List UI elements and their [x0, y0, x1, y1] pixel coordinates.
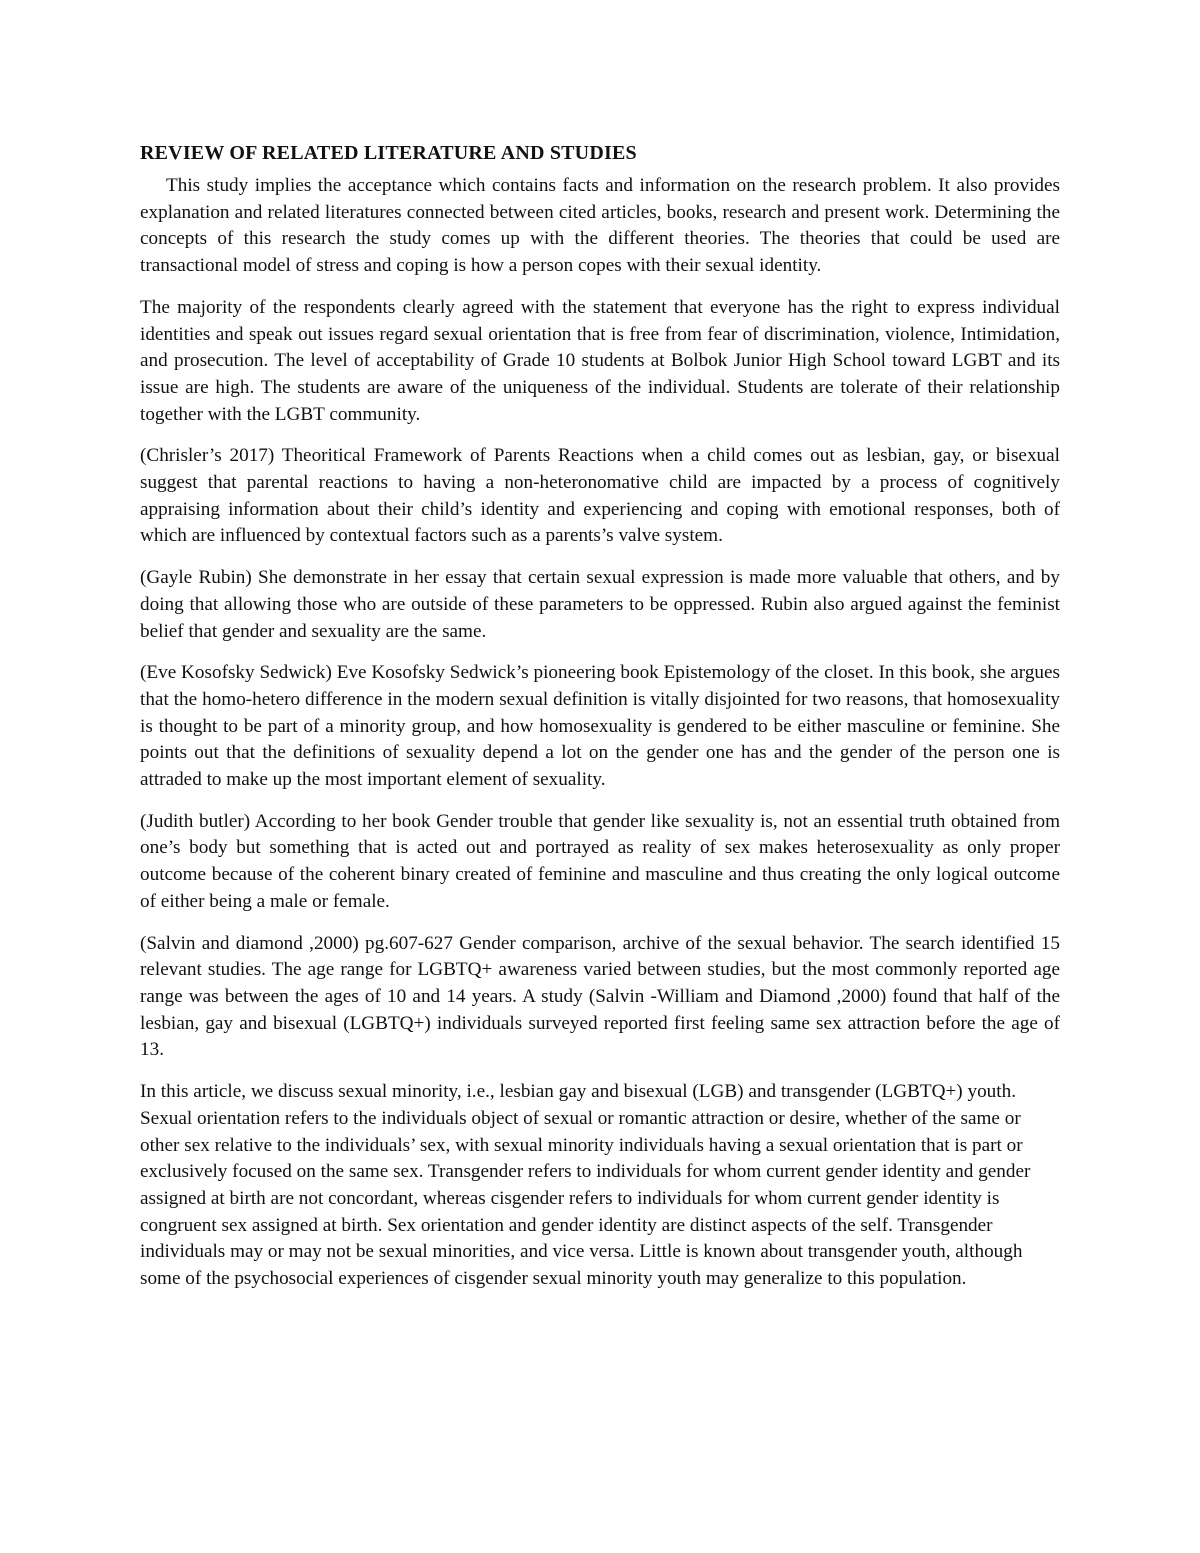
paragraph-sedwick: (Eve Kosofsky Sedwick) Eve Kosofsky Sedwick’s pioneering book Epistemology of the closet. In this book, she argues that the homo-hetero difference in the modern sexual definition is vitally disjointed for two reasons, that homosexuality is thought to be part of a minority group, and how homosexuality is gendered to be either masculine or feminine. She points out that the definitions of sexuality depend a lot on the gender one has and the gender of the person one is attraded to make up the most important element of sexuality.	[140, 662, 1060, 791]
paragraph-salvin-diamond: (Salvin and diamond ,2000) pg.607-627 Gender comparison, archive of the sexual behavior. The search identified 15 relevant studies. The age range for LGBTQ+ awareness varied between studies, but the most commonly reported age range was between the ages of 10 and 14 years. A study (Salvin -William and Diamond ,2000) found that half of the lesbian, gay and bisexual (LGBTQ+) individuals surveyed reported first feeling same sex attraction before the age of 13.	[140, 932, 1060, 1061]
document-title: REVIEW OF RELATED LITERATURE AND STUDIES	[140, 142, 637, 164]
paragraph-introduction: This study implies the acceptance which contains facts and information on the research problem. It also provides explanation and related literatures connected between cited articles, books, research and present work. Determining the concepts of this research the study comes up with the different theories. The theories that could be used are transactional model of stress and coping is how a person copes with their sexual identity.	[140, 175, 1060, 277]
paragraph-rubin: (Gayle Rubin) She demonstrate in her essay that certain sexual expression is made more valuable that others, and by doing that allowing those who are outside of these parameters to be oppressed. Rubin also argued against the feminist belief that gender and sexuality are the same.	[140, 567, 1060, 642]
paragraph-chrisler: (Chrisler’s 2017) Theoritical Framework of Parents Reactions when a child comes out as lesbian, gay, or bisexual suggest that parental reactions to having a non-heteronomative child are impacted by a process of cognitively appraising information about their child’s identity and experiencing and coping with emotional responses, both of which are influenced by contextual factors such as a parents’s valve system.	[140, 445, 1060, 547]
paragraph-sexual-minority: In this article, we discuss sexual minority, i.e., lesbian gay and bisexual (LGB) and transgender (LGBTQ+) youth. Sexual orientation refers to the individuals object of sexual or romantic attraction or desire, whether of the same or other sex relative to the individuals’ sex, with sexual minority individuals having a sexual orientation that is part or exclusively focused on the same sex. Transgender refers to individuals for whom current gender identity and gender assigned at birth are not concordant, whereas cisgender refers to individuals for whom current gender identity is congruent sex assigned at birth. Sex orientation and gender identity are distinct aspects of the self. Transgender individuals may or may not be sexual minorities, and vice versa. Little is known about transgender youth, although some of the psychosocial experiences of cisgender sexual minority youth may generalize to this population.	[140, 1081, 1031, 1290]
paragraph-respondents: The majority of the respondents clearly agreed with the statement that everyone has the right to express individual identities and speak out issues regard sexual orientation that is free from fear of discrimination, violence, Intimidation, and prosecution. The level of acceptability of Grade 10 students at Bolbok Junior High School toward LGBT and its issue are high. The students are aware of the uniqueness of the individual. Students are tolerate of their relationship together with the LGBT community.	[140, 296, 1060, 425]
paragraph-butler: (Judith butler) According to her book Gender trouble that gender like sexuality is, not an essential truth obtained from one’s body but something that is acted out and portrayed as reality of sex makes heterosexuality as only proper outcome because of the coherent binary created of feminine and masculine and thus creating the only logical outcome of either being a male or female.	[140, 810, 1060, 912]
document-page	[140, 140, 1060, 1308]
